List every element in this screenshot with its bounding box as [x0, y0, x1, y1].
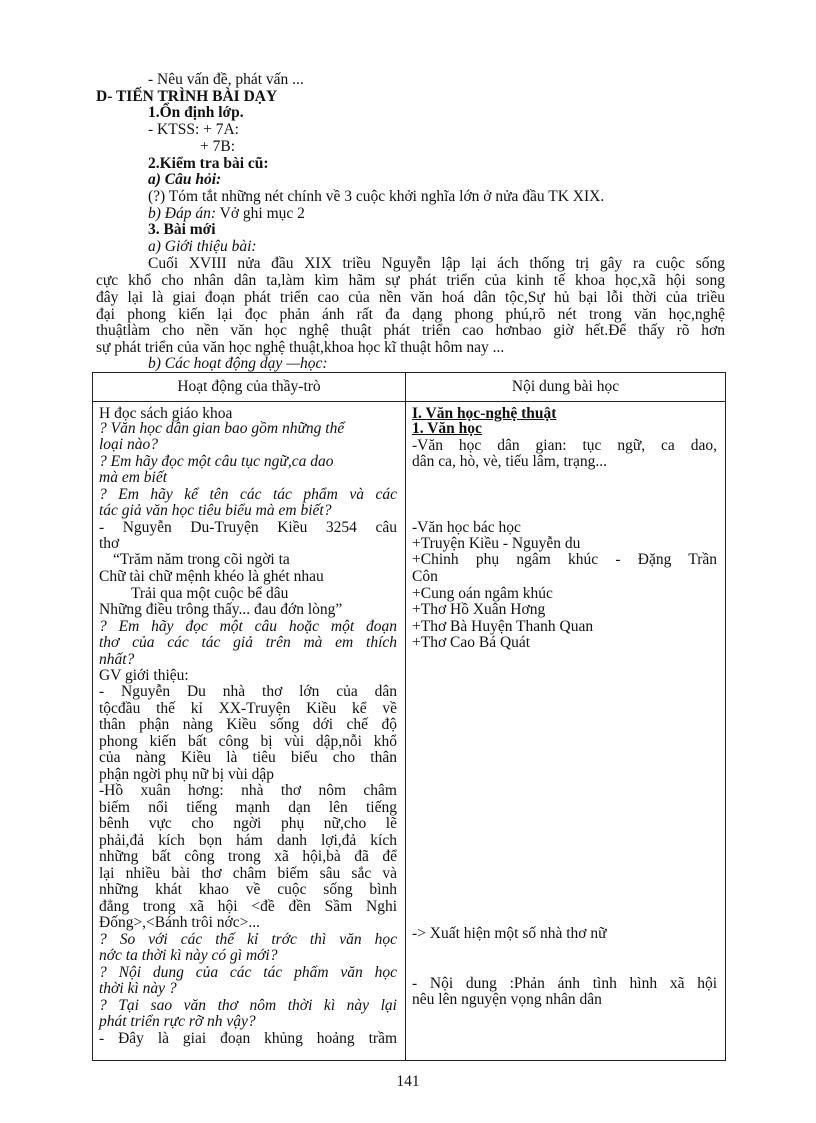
- activity-line: biếm nổi tiếng mạnh dạn lên tiếng: [99, 799, 397, 816]
- poem-line: “Trăm năm trong cõi ngời ta: [113, 551, 290, 568]
- method-line: - Nêu vấn đề, phát vấn ...: [148, 71, 304, 88]
- intro-paragraph-line: cực khổ cho nhân dân ta,làm kìm hãm sự phát triển của kinh tế khoa học,xã hội song: [96, 272, 725, 289]
- activity-question-line: ? Nội dung của các tác phẩm văn học: [99, 964, 397, 981]
- activity-question-line: nhất?: [99, 651, 135, 668]
- content-heading-literature-art: I. Văn học-nghệ thuật: [412, 405, 557, 422]
- content-line: -Văn học dân gian: tục ngữ, ca dao,: [412, 437, 717, 454]
- content-line: +Thơ Hồ Xuân Hơng: [412, 601, 546, 618]
- activity-question-line: ? Tại sao văn thơ nôm thời kì này lại: [99, 997, 397, 1014]
- content-line: nêu lên nguyện vọng nhân dân: [412, 991, 602, 1008]
- step-1-heading: 1.Ổn định lớp.: [148, 104, 244, 121]
- activities-label: b) Các hoạt động dạy —học:: [148, 355, 328, 372]
- activity-question-line: tác giả văn học tiêu biểu mà em biết?: [99, 502, 332, 519]
- activity-column: [93, 402, 406, 1061]
- activity-question-line: ? Văn học dân gian bao gồm những thể: [99, 420, 345, 437]
- ktss-7a: - KTSS: + 7A:: [148, 121, 239, 138]
- table-body-row: [93, 402, 726, 1061]
- page-number: 141: [396, 1073, 420, 1090]
- content-line: +Thơ Bà Huyện Thanh Quan: [412, 618, 594, 635]
- activity-question-line: mà em biết: [99, 469, 168, 486]
- content-line: - Nội dung :Phản ánh tình hình xã hội: [412, 975, 717, 992]
- activity-line: phong kiến bất công bị vùi dập,nỗi khổ: [99, 733, 397, 750]
- content-column: [406, 402, 726, 1061]
- activity-line: H đọc sách giáo khoa: [99, 405, 233, 422]
- intro-paragraph-line: thuậtlàm cho nền văn học nghệ thuật phát triển cao hơnbao giờ hết.Để thấy rõ hơn: [96, 322, 725, 339]
- activity-line: thơ: [99, 535, 120, 552]
- activity-question-line: thơ của các tác giả trên mà em thích: [99, 634, 397, 651]
- question-text: (?) Tóm tắt những nét chính về 3 cuộc khởi nghĩa lớn ở nửa đầu TK XIX.: [148, 188, 605, 205]
- content-line: +Cung oán ngâm khúc: [412, 585, 553, 602]
- activity-question-line: ? So với các thế kỉ trớc thì văn học: [99, 931, 397, 948]
- intro-label: a) Giới thiệu bài:: [148, 238, 257, 255]
- question-label: a) Câu hỏi:: [148, 171, 222, 188]
- activity-question-line: nớc ta thời kì này có gì mới?: [99, 947, 278, 964]
- activity-line: - Nguyễn Du-Truyện Kiều 3254 câu: [99, 519, 397, 536]
- ktss-7b: + 7B:: [200, 138, 236, 155]
- content-line: Côn: [412, 568, 438, 585]
- poem-line: Chữ tài chữ mệnh khéo là ghét nhau: [99, 568, 324, 585]
- intro-paragraph-line: Cuối XVIII nửa đầu XIX triều Nguyễn lập lại ách thống trị gây ra cuộc sống: [148, 255, 725, 272]
- activity-line: thân phận nàng Kiều sống dới chế độ: [99, 716, 397, 733]
- table-header-row: [93, 373, 726, 402]
- activity-line: - Đây là giai đoạn khủng hoảng trầm: [99, 1030, 397, 1047]
- header-teacher-student-activity: Hoạt động của thầy-trò: [93, 373, 406, 402]
- content-line: +Chinh phụ ngâm khúc - Đặng Trần: [412, 551, 717, 568]
- activity-line: những bất công trong xã hội,bà đã để: [99, 848, 397, 865]
- intro-paragraph-line: sự phát triển của văn học nghệ thuật,khoa học kĩ thuật hôm nay ...: [96, 339, 505, 356]
- activity-line: lại nhiều bài thơ châm biếm sâu sắc và: [99, 865, 397, 882]
- intro-paragraph-line: đại phong kiến lại đọc phản ánh rất đa dạng phong phú,rõ nét trong văn học,nghệ: [96, 306, 725, 323]
- content-line: +Thơ Cao Bá Quát: [412, 634, 531, 651]
- activity-question-line: loại nào?: [99, 436, 158, 453]
- activity-line: tộcđầu thế kỉ XX-Truyện Kiều kể về: [99, 700, 397, 717]
- activity-line: GV giới thiệu:: [99, 667, 189, 684]
- activity-line: của nàng Kiều là tiêu biểu cho thân: [99, 749, 397, 766]
- activity-line: bênh vực cho ngời phụ nữ,cho lẽ: [99, 815, 397, 832]
- activity-question-line: ? Em hãy kể tên các tác phẩm và các: [99, 486, 397, 503]
- content-line: -Văn học bác học: [412, 519, 521, 536]
- answer-label: b) Đáp án:: [148, 205, 217, 222]
- content-line: -> Xuất hiện một số nhà thơ nữ: [412, 925, 607, 942]
- header-lesson-content: Nội dung bài học: [406, 373, 726, 402]
- activity-question-line: ? Em hãy đọc một câu tục ngữ,ca dao: [99, 453, 334, 470]
- content-line: dân ca, hò, vè, tiếu lâm, trạng...: [412, 453, 607, 470]
- step-3-heading: 3. Bài mới: [148, 221, 216, 238]
- activity-line: những khát khao về cuộc sống bình: [99, 881, 397, 898]
- step-2-heading: 2.Kiểm tra bài cũ:: [148, 155, 269, 172]
- activity-line: - Nguyễn Du nhà thơ lớn của dân: [99, 683, 397, 700]
- activity-line: Đống>,<Bánh trôi nớc>...: [99, 914, 260, 931]
- answer-text: Vở ghi mục 2: [216, 205, 305, 222]
- activity-question-line: ? Em hãy đọc một câu hoặc một đoạn: [99, 618, 397, 635]
- lesson-table: [92, 372, 726, 1061]
- poem-line: Những điều trông thấy... đau đớn lòng”: [99, 601, 343, 618]
- content-line: +Truyện Kiều - Nguyễn du: [412, 535, 581, 552]
- content-heading-literature: 1. Văn học: [412, 420, 482, 437]
- section-heading: D- TIẾN TRÌNH BÀI DẠY: [96, 88, 278, 105]
- activity-line: đẳng trong xã hội <đề đền Sầm Nghi: [99, 898, 397, 915]
- activity-line: -Hồ xuân hơng: nhà thơ nôm châm: [99, 782, 397, 799]
- activity-question-line: thời kì này ?: [99, 980, 177, 997]
- activity-question-line: phát triển rực rỡ nh vậy?: [99, 1013, 256, 1030]
- answer-line: [148, 205, 305, 222]
- activity-line: phải,đả kích bọn hám danh lợi,đả kích: [99, 832, 397, 849]
- intro-paragraph-line: đây lại là giai đoạn phát triển cao của nền văn hoá dân tộc,Sự hủ bại lỗi thời của triều: [96, 289, 725, 306]
- activity-line: phận ngời phụ nữ bị vùi dập: [99, 766, 275, 783]
- poem-line: Trải qua một cuộc bể dâu: [131, 585, 289, 602]
